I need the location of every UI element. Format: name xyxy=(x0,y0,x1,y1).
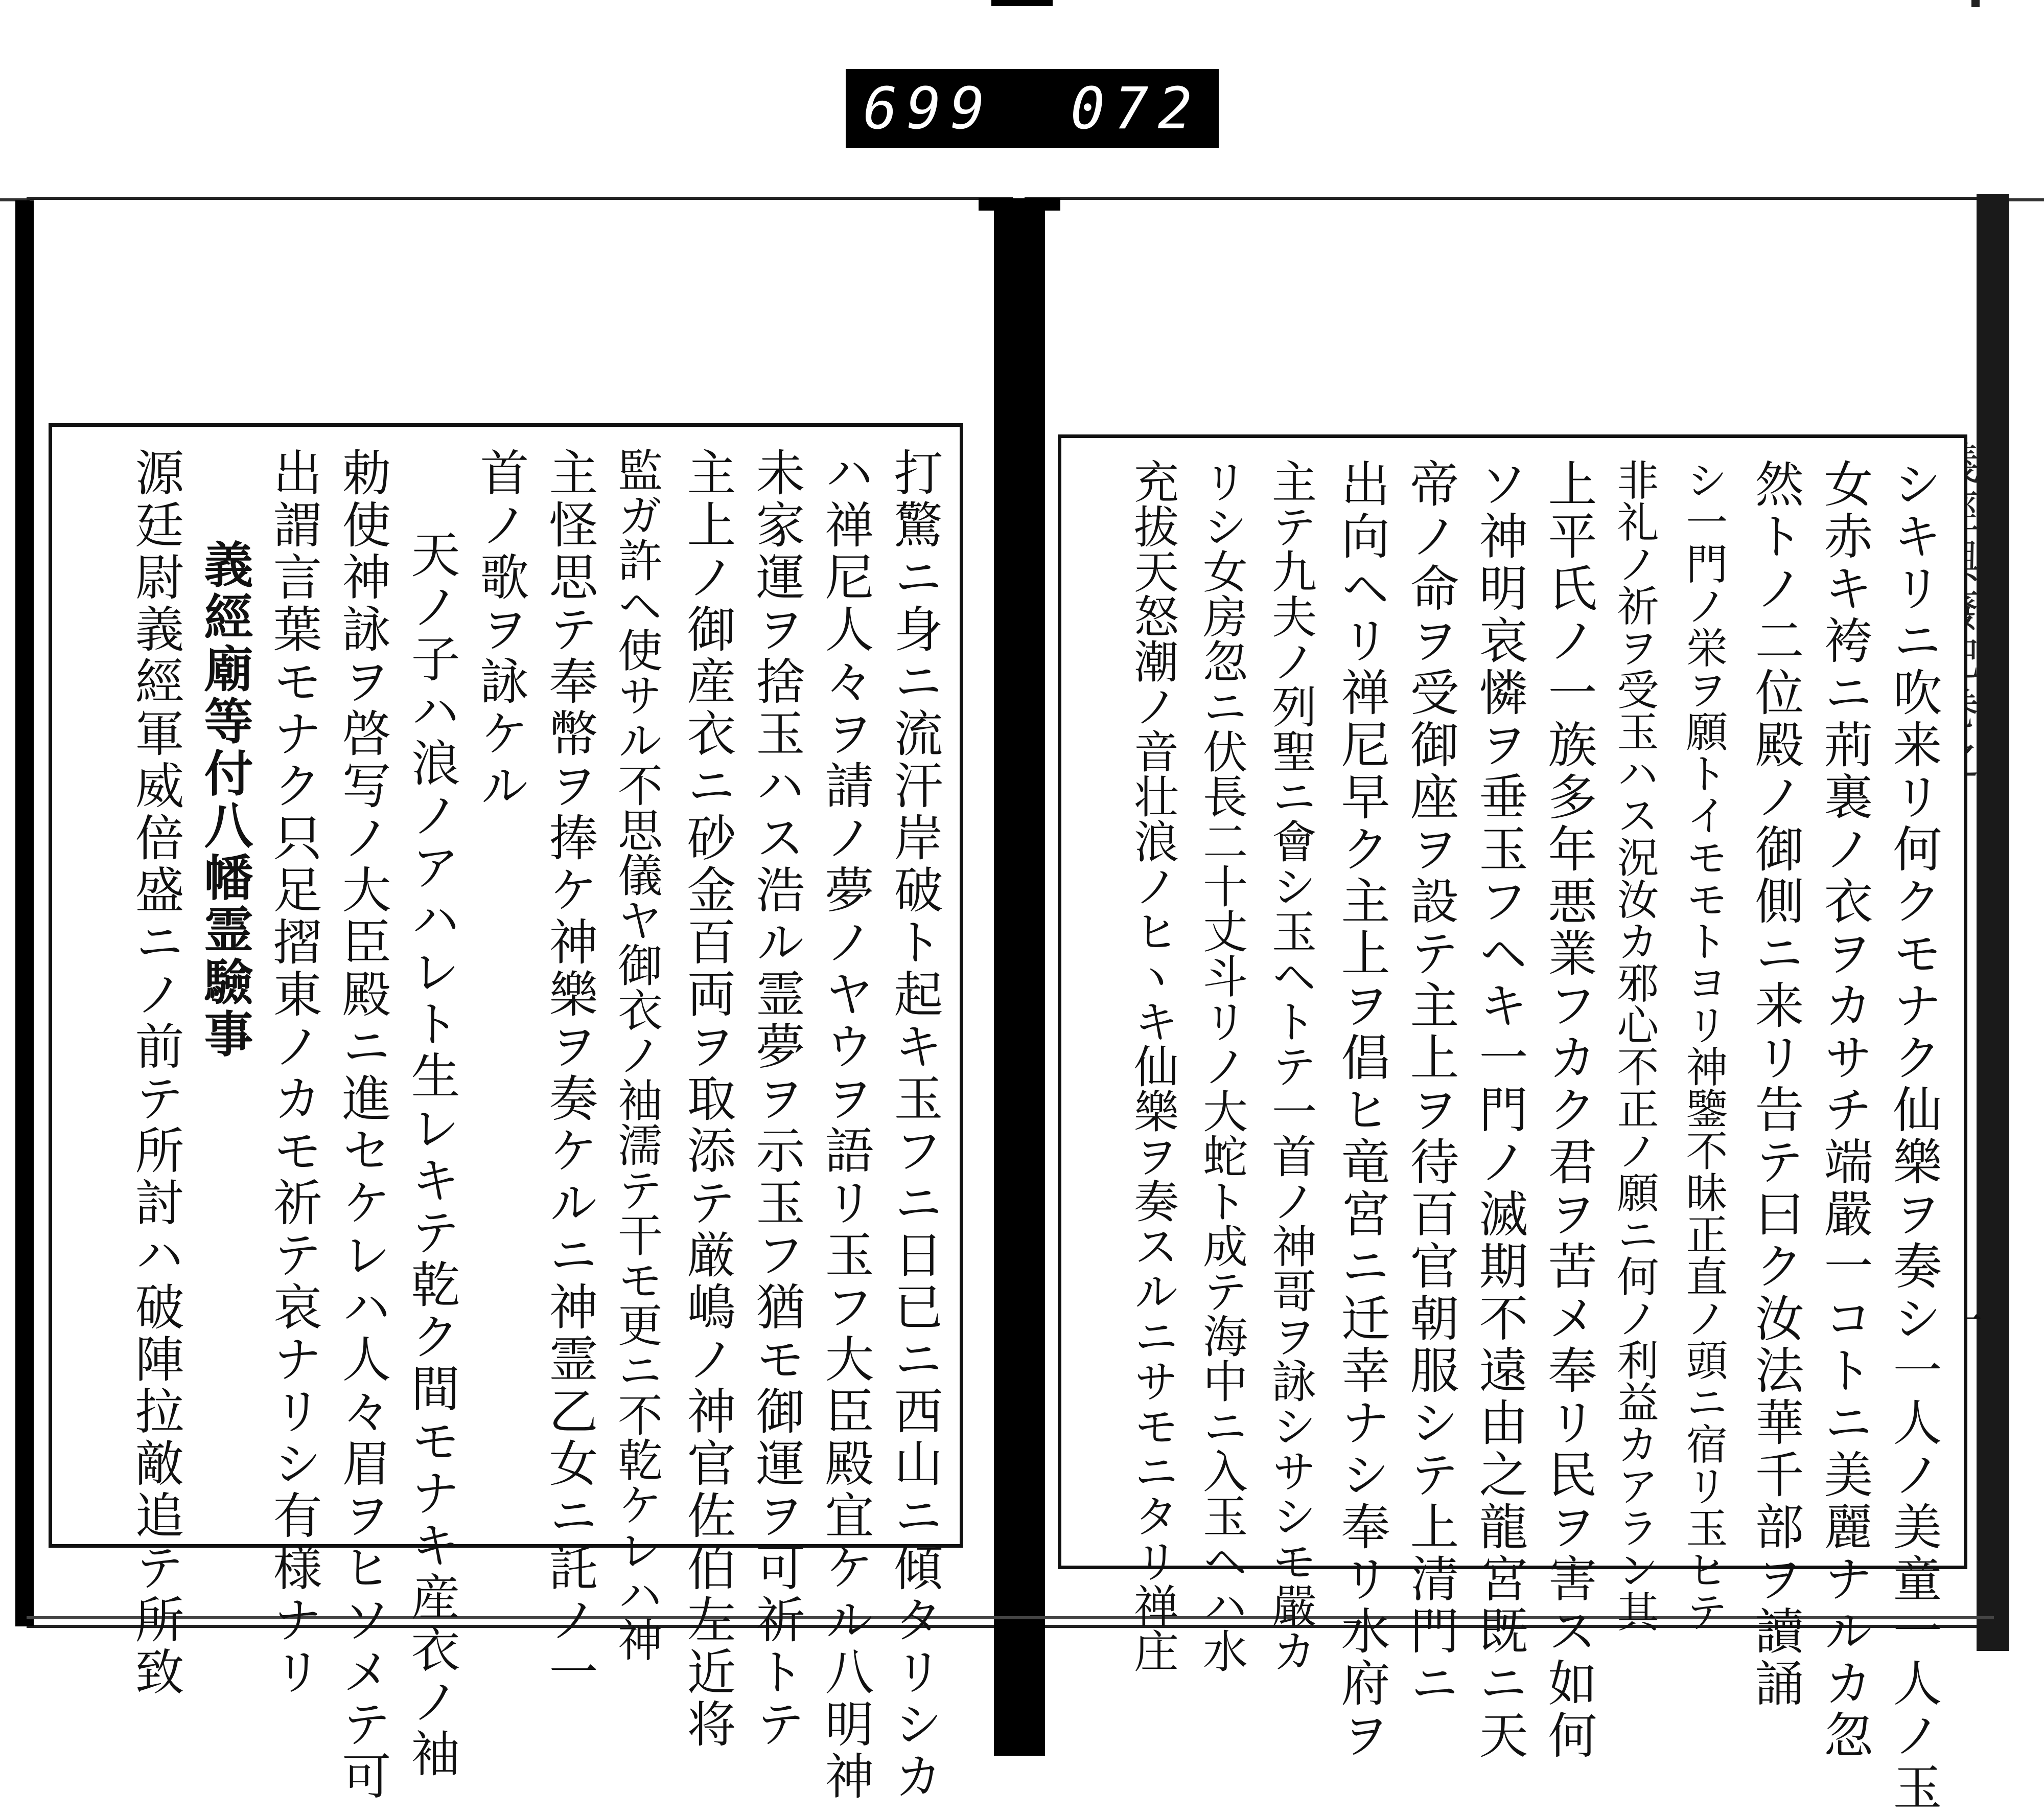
text-column: 帝ノ命ヲ受御座ヲ設テ主上ヲ待百官朝服シテ上清門ニ xyxy=(1402,458,1459,1710)
text-column: 首ノ歌ヲ詠ケル xyxy=(472,447,529,812)
text-column: 然トノ二位殿ノ御側ニ来リ告テ曰ク汝法華千部ヲ讀誦 xyxy=(1747,458,1804,1710)
right-binding-edge xyxy=(1977,194,2009,1651)
text-column: 非礼ノ祈ヲ受玉ハス況汝カ邪心不正ノ願ニ何ノ利益カアラン其 xyxy=(1610,458,1659,1632)
text-column: シ一門ノ栄ヲ願トイモモトヨリ神鑒不昧正直ノ頭ニ宿リ玉ヒテ xyxy=(1679,458,1728,1632)
reel-number: 699 xyxy=(863,75,994,142)
text-column: 女赤キ袴ニ荊裏ノ衣ヲカサチ端嚴一コトニ美麗ナルカ忽 xyxy=(1816,458,1873,1762)
text-column: 充拔天怒潮ノ音壮浪ノヒヽキ仙樂ヲ奏スルニサモニタリ禅庄 xyxy=(1127,458,1179,1673)
text-column: 出謂言葉モナク只足摺東ノカモ祈テ哀ナリシ有様ナリ xyxy=(265,447,322,1698)
section-heading: 義經廟等付八幡霊驗事 xyxy=(196,539,254,1061)
text-column: 出向ヘリ禅尼早ク主上ヲ倡ヒ竜宮ニ迁幸ナシ奉リ水府ヲ xyxy=(1333,458,1390,1762)
frame-number: 072 xyxy=(1070,75,1201,142)
text-column: 主テ九夫ノ列聖ニ會シ玉ヘトテ一首ノ神哥ヲ詠シサシモ嚴カ xyxy=(1265,458,1317,1673)
text-column: 主怪思テ奉幣ヲ捧ケ神樂ヲ奏ケルニ神霊乙女ニ託ノ一 xyxy=(541,447,598,1698)
top-edge-mark xyxy=(991,0,1053,6)
text-column: 監ガ許ヘ使サル不思儀ヤ御衣ノ袖濡テ干モ更ニ不乾ケレハ神 xyxy=(611,447,663,1662)
top-edge-mark-right xyxy=(1971,0,1980,7)
left-text-frame xyxy=(49,423,963,1803)
text-column: 主上ノ御産衣ニ砂金百両ヲ取添テ厳嶋ノ神官佐伯左近将 xyxy=(679,447,736,1751)
left-binding-edge xyxy=(15,200,34,1626)
text-column: 未家運ヲ捨玉ハス浩ル霊夢ヲ示玉フ猶モ御運ヲ可祈トテ xyxy=(748,447,805,1751)
text-column: ハ禅尼人々ヲ請ノ夢ノヤウヲ語リ玉フ大臣殿宜ケル八明神 xyxy=(817,447,874,1803)
text-column: ソ神明哀憐ヲ垂玉フヘキ一門ノ滅期不遠由之龍宮既ニ天 xyxy=(1471,458,1528,1762)
text-column: 上平氏ノ一族多年悪業フカク君ヲ苦メ奉リ民ヲ害ス如何 xyxy=(1540,458,1597,1762)
poem-column: 天ノ子ハ浪ノアハレト生レキテ乾ク間モナキ産衣ノ袖 xyxy=(403,529,460,1780)
text-column: 源廷尉義經軍威倍盛ニノ前テ所討ハ破陣拉敵追テ所致 xyxy=(127,447,184,1698)
microfilm-label xyxy=(846,69,1219,148)
text-column: 打驚ニ身ニ流汗岸破ト起キ玉フニ日已ニ西山ニ傾タリシカ xyxy=(886,447,943,1803)
text-column: シキリニ吹来リ何クモナク仙樂ヲ奏シ一人ノ美童一人ノ玉 xyxy=(1885,458,1942,1814)
right-text-frame xyxy=(1058,434,1967,1814)
text-column: 勅使神詠ヲ啓写ノ大臣殿ニ進セケレハ人々眉ヲヒソメテ可 xyxy=(334,447,391,1803)
book-spine xyxy=(994,198,1045,1756)
text-column: リシ女房忽ニ伏長二十丈斗リノ大蛇ト成テ海中ニ入玉ヘハ水 xyxy=(1196,458,1248,1673)
